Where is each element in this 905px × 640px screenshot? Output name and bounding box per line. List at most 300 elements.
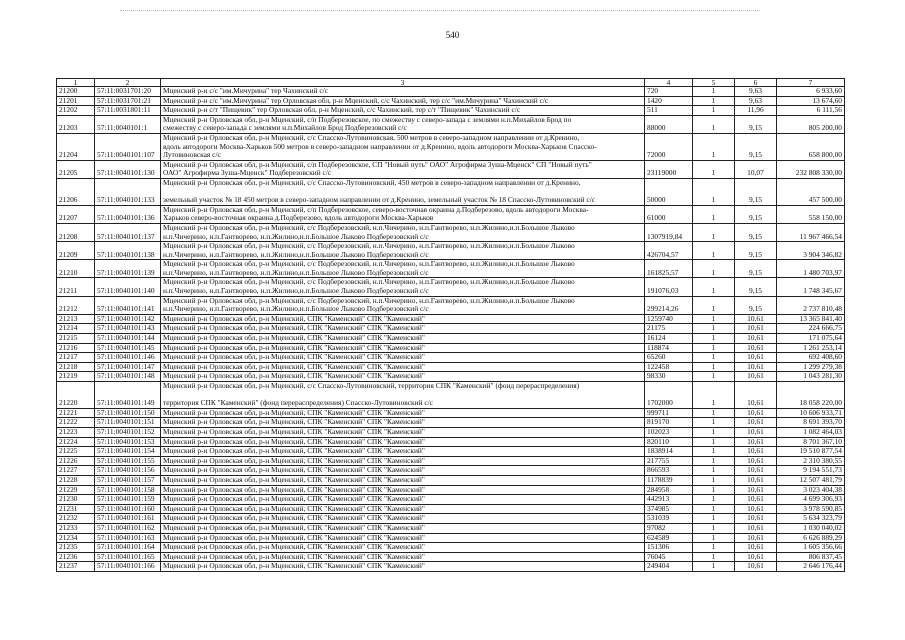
cadastral-value: 10 606 933,71 xyxy=(777,408,845,418)
table-row xyxy=(57,296,845,314)
area-value: 1702000 xyxy=(645,382,693,409)
row-number: 21203 xyxy=(57,115,95,133)
location-description xyxy=(161,362,645,372)
location-line: н.п.Чичерино, н.п.Гантворево, н.п.Жилино,н.п.Большое Лыково Подберезовский с/с xyxy=(163,231,429,241)
cadastral-number: 57:11:0040101:144 xyxy=(95,334,161,344)
row-number: 21218 xyxy=(57,362,95,372)
area-value: 1259740 xyxy=(645,314,693,324)
count-value: 1 xyxy=(693,495,735,505)
location-line: Мценский р-н Орловская обл, р-н Мценский, с/с Подберезовский, н.п.Чичерино, н.п.Гантворево, н.п.Жилино,н.п.Большое Лыково xyxy=(163,296,575,305)
cadastral-value: 1 261 253,14 xyxy=(777,343,845,353)
column-header: 6 xyxy=(735,79,777,87)
row-number: 21211 xyxy=(57,278,95,296)
location-line: н.п.Чичерино, н.п.Гантворево, н.п.Жилино,н.п.Большое Лыково Подберезовский с/с xyxy=(163,286,429,296)
rate-value: 9,63 xyxy=(735,96,777,106)
area-value: 65260 xyxy=(645,353,693,363)
table-row xyxy=(57,334,845,344)
row-number: 21213 xyxy=(57,314,95,324)
count-value: 1 xyxy=(693,418,735,428)
location-description xyxy=(161,178,645,205)
area-value: 151306 xyxy=(645,543,693,553)
cadastral-value: 171 075,64 xyxy=(777,334,845,344)
location-line: Мценский р-н Орловская обл, р-н Мценский, СПК "Каменский" СПК "Каменский" xyxy=(163,408,425,417)
row-number: 21225 xyxy=(57,447,95,457)
cadastral-number: 57:11:0040101:133 xyxy=(95,178,161,205)
cadastral-number: 57:11:0031701:21 xyxy=(95,96,161,106)
location-line: Харьков северо-восточная окраина д.Подберезово, вдоль автодороги Москва-Харьков xyxy=(163,213,434,223)
cadastral-value: 658 800,00 xyxy=(777,133,845,160)
rate-value: 10,61 xyxy=(735,504,777,514)
table-row xyxy=(57,382,845,409)
location-line: Мценский р-н Орловская обл, р-н Мценский, СПК "Каменский" СПК "Каменский" xyxy=(163,513,425,523)
location-line: Мценский р-н Орловская обл, р-н Мценский, СПК "Каменский" СПК "Каменский" xyxy=(163,362,425,371)
cadastral-number: 57:11:0040101:156 xyxy=(95,466,161,476)
location-description xyxy=(161,260,645,278)
cadastral-number: 57:11:0040101:158 xyxy=(95,485,161,495)
row-number: 21232 xyxy=(57,514,95,524)
location-description xyxy=(161,160,645,178)
column-header-row xyxy=(57,79,845,87)
location-line: Мценский р-н Орловская обл, р-н Мценский, СПК "Каменский" СПК "Каменский" xyxy=(163,323,425,333)
count-value: 1 xyxy=(693,314,735,324)
row-number: 21217 xyxy=(57,353,95,363)
row-number: 21221 xyxy=(57,408,95,418)
row-number: 21212 xyxy=(57,296,95,314)
page-number: 540 xyxy=(445,30,460,40)
location-line: земельный участок № 18 450 метров в северо-западном направлении от д.Кренино, земельный участок № 18 Спасско-Лутовиновский с/с xyxy=(163,195,596,205)
location-line: Мценский р-н с/с "им.Мичурина" тер Орловская обл, р-н Мценский, с/с Чахинский, тер с/с "им.Мичурина" Чахинский с/с xyxy=(163,96,549,105)
location-description xyxy=(161,382,645,409)
location-description xyxy=(161,485,645,495)
rate-value: 10,61 xyxy=(735,523,777,533)
location-line: Мценский р-н с/т "Пищевик" тер Орловская обл, р-н Мценский, с/с Чахинский, тер с/т "Пищевик" Чахинский с/с xyxy=(163,105,521,115)
row-number: 21210 xyxy=(57,260,95,278)
rate-value: 10,61 xyxy=(735,343,777,353)
location-line: Мценский р-н Орловская обл, р-н Мценский, с/с Подберезовский, н.п.Чичерино, н.п.Гантворево, н.п.Жилино,н.п.Большое Лыково xyxy=(163,223,575,232)
location-description xyxy=(161,437,645,447)
location-description xyxy=(161,466,645,476)
location-line: Мценский р-н Орловская обл, р-н Мценский, СПК "Каменский" СПК "Каменский" xyxy=(163,561,425,571)
count-value: 1 xyxy=(693,106,735,116)
location-line: Мценский р-н Орловская обл, р-н Мценский, с/п Подберезовское, СП "Новый путь" ОАО" Агрофирма Зуша-Мценск" СП "Новый путь" xyxy=(163,160,592,169)
location-description xyxy=(161,543,645,553)
count-value: 1 xyxy=(693,115,735,133)
area-value: 866593 xyxy=(645,466,693,476)
row-number: 21237 xyxy=(57,562,95,572)
area-value: 161825,57 xyxy=(645,260,693,278)
table-row xyxy=(57,96,845,106)
table-row xyxy=(57,324,845,334)
count-value: 1 xyxy=(693,133,735,160)
area-value: 284958 xyxy=(645,485,693,495)
cadastral-value: 6 626 889,29 xyxy=(777,533,845,543)
area-value: 442913 xyxy=(645,495,693,505)
count-value: 1 xyxy=(693,296,735,314)
cadastral-value: 1 748 345,67 xyxy=(777,278,845,296)
row-number: 21224 xyxy=(57,437,95,447)
area-value: 16124 xyxy=(645,334,693,344)
cadastral-number: 57:11:0040101:153 xyxy=(95,437,161,447)
rate-value: 10,61 xyxy=(735,485,777,495)
row-number: 21234 xyxy=(57,533,95,543)
cadastral-number: 57:11:0040101:145 xyxy=(95,343,161,353)
table-row xyxy=(57,456,845,466)
location-description xyxy=(161,314,645,324)
row-number: 21223 xyxy=(57,427,95,437)
cadastral-number: 57:11:0040101:150 xyxy=(95,408,161,418)
cadastral-number: 57:11:0040101:163 xyxy=(95,533,161,543)
cadastral-value: 806 837,45 xyxy=(777,552,845,562)
location-line: Мценский р-н Орловская обл, р-н Мценский, СПК "Каменский" СПК "Каменский" xyxy=(163,504,425,513)
count-value: 1 xyxy=(693,514,735,524)
rate-value: 10,61 xyxy=(735,408,777,418)
rate-value: 10,61 xyxy=(735,475,777,485)
location-description xyxy=(161,447,645,457)
row-number: 21200 xyxy=(57,87,95,97)
rate-value: 9,15 xyxy=(735,260,777,278)
cadastral-value: 19 510 877,54 xyxy=(777,447,845,457)
area-value: 249404 xyxy=(645,562,693,572)
table-row xyxy=(57,223,845,241)
count-value: 1 xyxy=(693,427,735,437)
table-row xyxy=(57,552,845,562)
row-number: 21205 xyxy=(57,160,95,178)
cadastral-value: 3 023 404,38 xyxy=(777,485,845,495)
area-value: 1420 xyxy=(645,96,693,106)
rate-value: 10,61 xyxy=(735,353,777,363)
area-value: 102023 xyxy=(645,427,693,437)
table-row xyxy=(57,115,845,133)
count-value: 1 xyxy=(693,278,735,296)
area-value: 23119000 xyxy=(645,160,693,178)
location-description xyxy=(161,523,645,533)
table-row xyxy=(57,178,845,205)
table-row xyxy=(57,278,845,296)
rate-value: 10,61 xyxy=(735,466,777,476)
location-line: н.п.Чичерино, н.п.Гантворево, н.п.Жилино,н.п.Большое Лыково Подберезовский с/с xyxy=(163,304,429,314)
cadastral-number: 57:11:0031801:11 xyxy=(95,106,161,116)
rate-value: 10,61 xyxy=(735,533,777,543)
cadastral-value: 1 480 703,97 xyxy=(777,260,845,278)
cadastral-number: 57:11:0040101:136 xyxy=(95,205,161,223)
row-number: 21219 xyxy=(57,372,95,382)
area-value: 426704,57 xyxy=(645,242,693,260)
location-line: Мценский р-н Орловская обл, р-н Мценский, с/с Спасско-Лутовиновский, территория СПК "Каменский" (фонд перераспределения) xyxy=(163,381,580,390)
count-value: 1 xyxy=(693,324,735,334)
cadastral-number: 57:11:0040101:140 xyxy=(95,278,161,296)
location-line: ОАО" Агрофирма Зуша-Мценск" Подберезовский с/с xyxy=(163,168,332,178)
area-value: 21175 xyxy=(645,324,693,334)
location-line: Мценский р-н Орловская обл, р-н Мценский, СПК "Каменский" СПК "Каменский" xyxy=(163,371,425,381)
location-line: Мценский р-н Орловская обл, р-н Мценский, СПК "Каменский" СПК "Каменский" xyxy=(163,552,425,561)
cadastral-value: 18 058 220,00 xyxy=(777,382,845,409)
cadastral-number: 57:11:0040101:138 xyxy=(95,242,161,260)
area-value: 624589 xyxy=(645,533,693,543)
cadastral-number: 57:11:0040101:142 xyxy=(95,314,161,324)
cadastral-number: 57:11:0040101:160 xyxy=(95,504,161,514)
rate-value: 10,61 xyxy=(735,382,777,409)
rate-value: 10,07 xyxy=(735,160,777,178)
table-row xyxy=(57,495,845,505)
cadastral-number: 57:11:0040101:130 xyxy=(95,160,161,178)
row-number: 21207 xyxy=(57,205,95,223)
column-header: 7 xyxy=(777,79,845,87)
location-description xyxy=(161,372,645,382)
area-value: 1178839 xyxy=(645,475,693,485)
area-value: 720 xyxy=(645,87,693,97)
count-value: 1 xyxy=(693,523,735,533)
rate-value: 9,15 xyxy=(735,223,777,241)
location-line: Мценский р-н Орловская обл, р-н Мценский, с/п Подберезовское, северо-восточная окраина д.Подберезово, вдоль автодороги Москва- xyxy=(163,205,589,214)
column-header: 4 xyxy=(645,79,693,87)
count-value: 1 xyxy=(693,466,735,476)
location-line: Мценский р-н Орловская обл, р-н Мценский, с/п Подберезовское, по смежеству с северо-запада с землями н.п.Михайлов Брод по xyxy=(163,115,572,124)
table-row xyxy=(57,133,845,160)
area-value: 820110 xyxy=(645,437,693,447)
count-value: 1 xyxy=(693,475,735,485)
table-row xyxy=(57,447,845,457)
rate-value: 9,15 xyxy=(735,296,777,314)
location-line: Мценский р-н Орловская обл, р-н Мценский, СПК "Каменский" СПК "Каменский" xyxy=(163,343,425,352)
cadastral-value: 4 699 306,93 xyxy=(777,495,845,505)
row-number: 21233 xyxy=(57,523,95,533)
location-description xyxy=(161,475,645,485)
rate-value: 9,15 xyxy=(735,178,777,205)
location-line: Мценский р-н Орловская обл, р-н Мценский, СПК "Каменский" СПК "Каменский" xyxy=(163,533,425,542)
location-description xyxy=(161,242,645,260)
area-value: 531039 xyxy=(645,514,693,524)
location-line: Мценский р-н Орловская обл, р-н Мценский, СПК "Каменский" СПК "Каменский" xyxy=(163,456,425,465)
count-value: 1 xyxy=(693,456,735,466)
location-line: Мценский р-н Орловская обл, р-н Мценский, с/с Подберезовский, н.п.Чичерино, н.п.Гантворево, н.п.Жилино,н.п.Большое Лыково xyxy=(163,259,575,269)
location-line: Мценский р-н Орловская обл, р-н Мценский, СПК "Каменский" СПК "Каменский" xyxy=(163,427,425,436)
area-value: 61000 xyxy=(645,205,693,223)
rate-value: 10,61 xyxy=(735,543,777,553)
row-number: 21231 xyxy=(57,504,95,514)
count-value: 1 xyxy=(693,533,735,543)
rate-value: 9,15 xyxy=(735,205,777,223)
count-value: 1 xyxy=(693,96,735,106)
cadastral-number: 57:11:0040101:107 xyxy=(95,133,161,160)
area-value: 72000 xyxy=(645,133,693,160)
count-value: 1 xyxy=(693,343,735,353)
cadastral-number: 57:11:0040101:139 xyxy=(95,260,161,278)
location-line: Мценский р-н Орловская обл, р-н Мценский, СПК "Каменский" СПК "Каменский" xyxy=(163,523,425,532)
table-row xyxy=(57,372,845,382)
location-description xyxy=(161,552,645,562)
location-line: Мценский р-н Орловская обл, р-н Мценский, СПК "Каменский" СПК "Каменский" xyxy=(163,314,425,323)
cadastral-number: 57:11:0040101:164 xyxy=(95,543,161,553)
row-number: 21227 xyxy=(57,466,95,476)
location-line: Мценский р-н Орловская обл, р-н Мценский, с/с Спасско-Лутовиновская, 500 метров в северо-западном направлении от д.Кренино, xyxy=(163,133,580,142)
count-value: 1 xyxy=(693,260,735,278)
rate-value: 10,61 xyxy=(735,314,777,324)
table-row xyxy=(57,514,845,524)
location-description xyxy=(161,133,645,160)
cadastral-number: 57:11:0040101:166 xyxy=(95,562,161,572)
row-number: 21208 xyxy=(57,223,95,241)
table-row xyxy=(57,408,845,418)
cadastral-number: 57:11:0040101:161 xyxy=(95,514,161,524)
cadastral-number: 57:11:0040101:146 xyxy=(95,353,161,363)
count-value: 1 xyxy=(693,223,735,241)
cadastral-value: 6 933,60 xyxy=(777,87,845,97)
row-number: 21209 xyxy=(57,242,95,260)
cadastral-number: 57:11:0040101:137 xyxy=(95,223,161,241)
count-value: 1 xyxy=(693,543,735,553)
cadastral-number: 57:11:0040101:149 xyxy=(95,382,161,409)
cadastral-number: 57:11:0040101:155 xyxy=(95,456,161,466)
area-value: 118874 xyxy=(645,343,693,353)
rate-value: 9,15 xyxy=(735,133,777,160)
count-value: 1 xyxy=(693,504,735,514)
row-number: 21215 xyxy=(57,334,95,344)
area-value: 1307919,84 xyxy=(645,223,693,241)
location-description xyxy=(161,324,645,334)
area-value: 819170 xyxy=(645,418,693,428)
cadastral-value: 1 299 279,38 xyxy=(777,362,845,372)
table-row xyxy=(57,504,845,514)
table-row xyxy=(57,205,845,223)
location-line: смежеству с северо-запада с землями н.п.Михайлов Брод Подберезовский с/с xyxy=(163,123,407,133)
location-description xyxy=(161,106,645,116)
cadastral-number: 57:11:0040101:151 xyxy=(95,418,161,428)
area-value: 191076,03 xyxy=(645,278,693,296)
cadastral-value: 11 967 466,54 xyxy=(777,223,845,241)
area-value: 122458 xyxy=(645,362,693,372)
count-value: 1 xyxy=(693,447,735,457)
location-description xyxy=(161,334,645,344)
location-line: Мценский р-н с/с "им.Мичурина" тер Чахинский с/с xyxy=(163,86,328,95)
row-number: 21201 xyxy=(57,96,95,106)
location-description xyxy=(161,115,645,133)
cadastral-value: 224 666,75 xyxy=(777,324,845,334)
cadastral-value: 805 200,00 xyxy=(777,115,845,133)
cadastral-number: 57:11:0040101:147 xyxy=(95,362,161,372)
cadastral-value: 2 737 810,48 xyxy=(777,296,845,314)
row-number: 21204 xyxy=(57,133,95,160)
rate-value: 10,61 xyxy=(735,495,777,505)
rate-value: 10,61 xyxy=(735,418,777,428)
table-row xyxy=(57,260,845,278)
table-row xyxy=(57,160,845,178)
cadastral-value: 6 111,56 xyxy=(777,106,845,116)
location-description xyxy=(161,278,645,296)
location-description xyxy=(161,205,645,223)
cadastral-value: 8 691 393,70 xyxy=(777,418,845,428)
table-row xyxy=(57,418,845,428)
area-value: 511 xyxy=(645,106,693,116)
location-description xyxy=(161,533,645,543)
rate-value: 11,96 xyxy=(735,106,777,116)
row-number: 21214 xyxy=(57,324,95,334)
row-number: 21222 xyxy=(57,418,95,428)
cadastral-value: 2 310 380,55 xyxy=(777,456,845,466)
rate-value: 10,61 xyxy=(735,427,777,437)
count-value: 1 xyxy=(693,205,735,223)
cadastral-value: 12 507 481,79 xyxy=(777,475,845,485)
location-line: территория СПК "Каменский" (фонд перераспределения) Спасско-Лутовиновский с/с xyxy=(163,398,433,408)
table-row xyxy=(57,314,845,324)
table-row xyxy=(57,533,845,543)
cadastral-value: 1 043 281,30 xyxy=(777,372,845,382)
rate-value: 10,61 xyxy=(735,447,777,457)
rate-value: 9,15 xyxy=(735,242,777,260)
cadastral-value: 2 646 176,44 xyxy=(777,562,845,572)
count-value: 1 xyxy=(693,372,735,382)
location-line: Мценский р-н Орловская обл, р-н Мценский, СПК "Каменский" СПК "Каменский" xyxy=(163,485,425,494)
table-row xyxy=(57,475,845,485)
row-number: 21228 xyxy=(57,475,95,485)
table-row xyxy=(57,87,845,97)
location-description xyxy=(161,408,645,418)
cadastral-number: 57:11:0040101:154 xyxy=(95,447,161,457)
location-description xyxy=(161,296,645,314)
cadastral-value: 3 904 346,82 xyxy=(777,242,845,260)
location-description xyxy=(161,504,645,514)
column-header: 1 xyxy=(57,79,95,87)
table-row xyxy=(57,343,845,353)
cadastral-number: 57:11:0040101:141 xyxy=(95,296,161,314)
rate-value: 10,61 xyxy=(735,456,777,466)
cadastral-number: 57:11:0040101:162 xyxy=(95,523,161,533)
count-value: 1 xyxy=(693,362,735,372)
cadastral-number: 57:11:0040101:157 xyxy=(95,475,161,485)
rate-value: 9,63 xyxy=(735,87,777,97)
cadastral-number: 57:11:0040101:159 xyxy=(95,495,161,505)
table-row xyxy=(57,353,845,363)
count-value: 1 xyxy=(693,552,735,562)
rate-value: 10,61 xyxy=(735,324,777,334)
table-row xyxy=(57,242,845,260)
table-row xyxy=(57,427,845,437)
cadastral-number: 57:11:0040101:165 xyxy=(95,552,161,562)
area-value: 98330 xyxy=(645,372,693,382)
area-value: 97082 xyxy=(645,523,693,533)
row-number: 21229 xyxy=(57,485,95,495)
table-row xyxy=(57,543,845,553)
location-description xyxy=(161,427,645,437)
cadastral-value: 692 408,60 xyxy=(777,353,845,363)
cadastral-value: 13 365 841,40 xyxy=(777,314,845,324)
cadastral-number: 57:11:0040101:152 xyxy=(95,427,161,437)
rate-value: 10,61 xyxy=(735,372,777,382)
area-value: 76045 xyxy=(645,552,693,562)
cadastral-number: 57:11:0040101:148 xyxy=(95,372,161,382)
row-number: 21235 xyxy=(57,543,95,553)
cadastral-registry-table xyxy=(56,78,845,572)
cadastral-value: 1 082 464,03 xyxy=(777,427,845,437)
rate-value: 10,61 xyxy=(735,514,777,524)
location-line: н.п.Чичерино, н.п.Гантворево, н.п.Жилино,н.п.Большое Лыково Подберезовский с/с xyxy=(163,249,429,259)
row-number: 21216 xyxy=(57,343,95,353)
location-description xyxy=(161,495,645,505)
count-value: 1 xyxy=(693,485,735,495)
scan-artifact-line xyxy=(120,10,760,12)
location-line: Мценский р-н Орловская обл, р-н Мценский, СПК "Каменский" СПК "Каменский" xyxy=(163,417,425,427)
column-header: 3 xyxy=(161,79,645,87)
area-value: 217755 xyxy=(645,456,693,466)
cadastral-value: 5 634 323,79 xyxy=(777,514,845,524)
location-line: Мценский р-н Орловская обл, р-н Мценский, СПК "Каменский" СПК "Каменский" xyxy=(163,352,425,362)
cadastral-value: 3 978 590,85 xyxy=(777,504,845,514)
location-description xyxy=(161,343,645,353)
column-header: 5 xyxy=(693,79,735,87)
location-description xyxy=(161,87,645,97)
location-description xyxy=(161,456,645,466)
location-line: Мценский р-н Орловская обл, р-н Мценский, СПК "Каменский" СПК "Каменский" xyxy=(163,465,425,475)
table-row xyxy=(57,485,845,495)
